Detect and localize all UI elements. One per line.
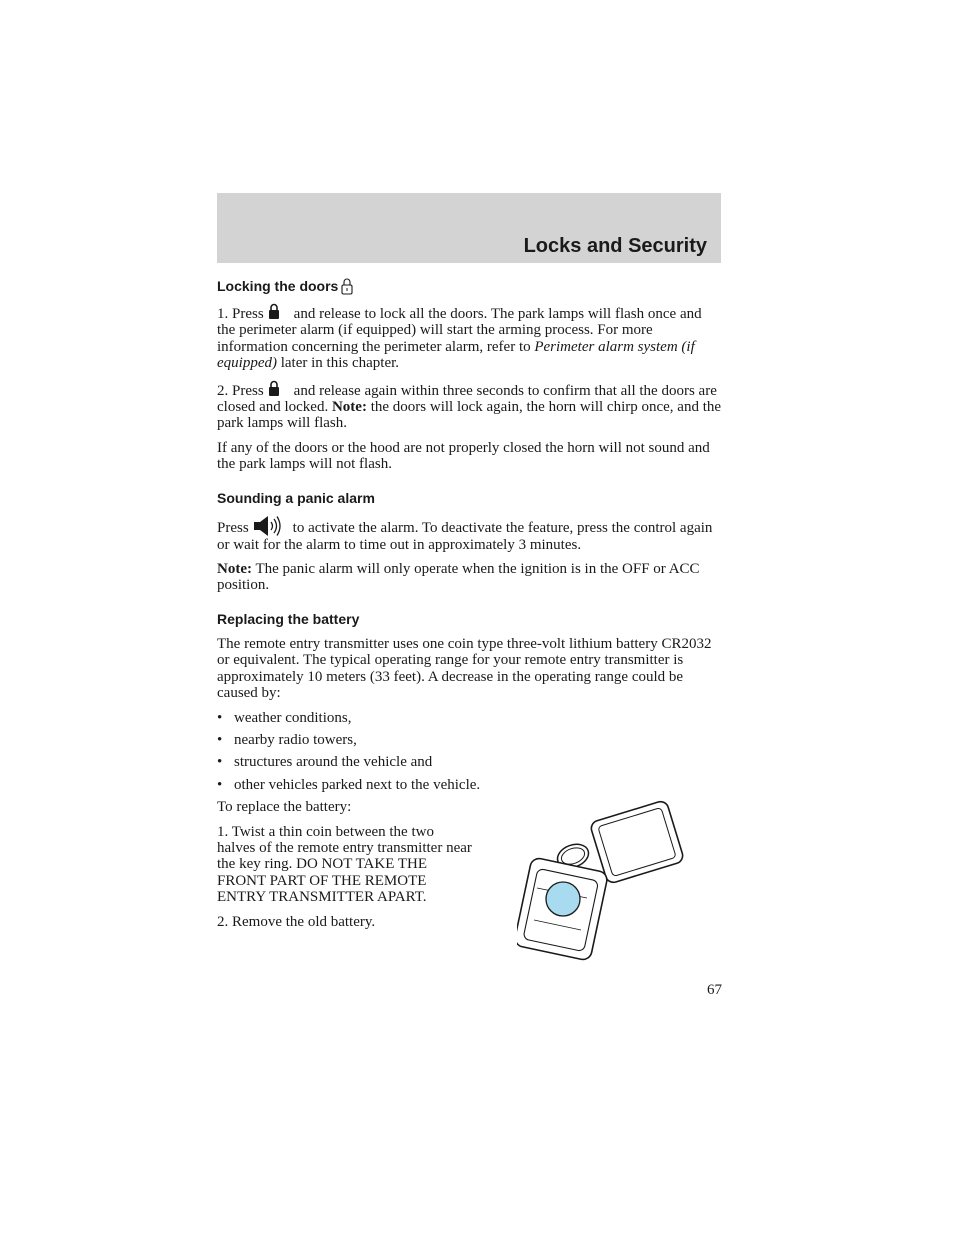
page-number: 67 (707, 982, 722, 998)
list-item: • structures around the vehicle and (217, 754, 723, 770)
step2-note: the doors will lock again, the horn will chirp once, and the park lamps will flash. (217, 399, 722, 432)
locking-doors-heading-text: Locking the doors (217, 278, 339, 294)
transmitter-back-half (589, 800, 684, 885)
locking-warning: If any of the doors or the hood are not properly closed the horn will not sound and the park lamps will not flash. (217, 439, 710, 473)
list-item: • weather conditions, (217, 710, 723, 726)
locking-step-2 (217, 380, 723, 432)
panic-text: to activate the alarm. To deactivate the feature, press the control again or wait for the alarm to time out in approximately 3 minutes. (217, 519, 713, 553)
list-item: • other vehicles parked next to the vehicle. (217, 777, 723, 793)
panic-speaker-icon (253, 515, 281, 537)
battery-steps (217, 824, 473, 930)
range-causes-list (217, 710, 723, 794)
battery-step-2: 2. Remove the old battery. (217, 913, 376, 930)
panic-alarm-heading: Sounding a panic alarm (217, 489, 375, 506)
note-label: Note: (331, 399, 367, 416)
step1-text: and release to lock all the doors. The park lamps will flash once and the perimeter alarm (if equipped) will start the arming process. For more information concerning the perimeter alarm, refer to (217, 306, 702, 355)
panic-note-text: The panic alarm will only operate when the ignition is in the OFF or ACC position. (217, 561, 700, 594)
transmitter-front-half (517, 857, 609, 961)
panic-note (217, 561, 723, 594)
step2-text: and release again within three seconds to confirm that all the doors are closed and locked. (217, 382, 717, 416)
section-title: Locks and Security (523, 235, 707, 257)
battery-intro: The remote entry transmitter uses one coin type three-volt lithium battery CR2032 or equivalent. The typical operating range for your remote entry transmitter is approximately 10 meters (33 feet). A decrease in the operating range could be caused by: (217, 635, 712, 702)
lock-outline-icon (341, 277, 353, 295)
step1-prefix: 1. Press (217, 306, 264, 322)
step1-suffix: later in this chapter. (280, 355, 400, 372)
panic-press: Press (217, 519, 249, 536)
header-band (217, 193, 721, 263)
lock-button-icon (268, 303, 280, 319)
note-label: Note: (217, 561, 252, 578)
locking-doors-heading (217, 277, 723, 295)
panic-instructions (217, 515, 723, 553)
list-item: • nearby radio towers, (217, 732, 723, 748)
step2-prefix: 2. Press (217, 382, 264, 399)
coin-battery (546, 882, 580, 916)
locking-step-1 (217, 303, 723, 372)
battery-step-1: 1. Twist a thin coin between the two halves of the remote entry transmitter near the key ring. DO NOT TAKE THE FRONT PART OF THE REMOTE ENTRY TRANSMITTER APART. (217, 823, 472, 906)
remote-entry-transmitter-icon (517, 796, 693, 964)
replacing-battery-heading: Replacing the battery (217, 610, 360, 627)
to-replace-label: To replace the battery: (217, 799, 352, 816)
lock-button-icon (268, 380, 280, 396)
perimeter-alarm-reference: Perimeter alarm system (if equipped) (217, 338, 695, 372)
